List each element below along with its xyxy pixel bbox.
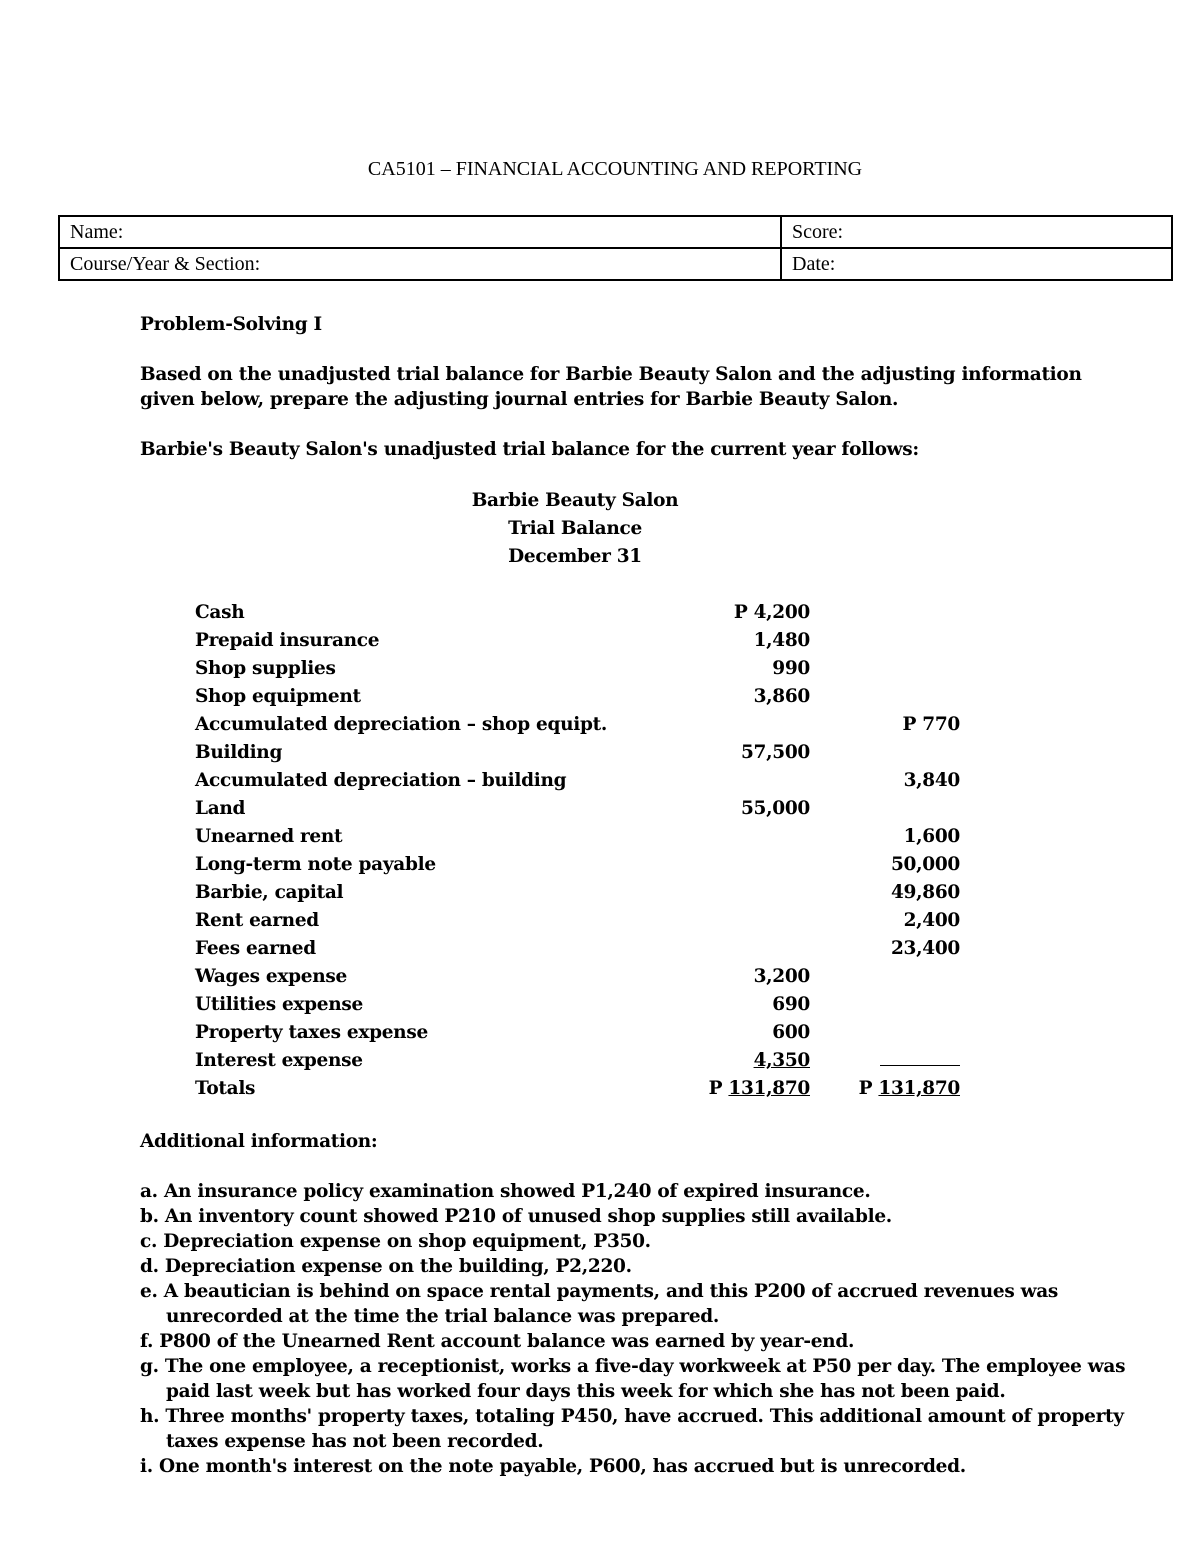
credit-amount: 2,400 — [903, 910, 960, 931]
problem-content — [140, 312, 1130, 1479]
credit-amount: P 770 — [902, 714, 960, 735]
account-name: Interest expense — [195, 1050, 363, 1071]
account-name: Barbie, capital — [195, 882, 344, 903]
list-item: e. A beautician is behind on space rental payments, and this P200 of accrued revenues was unrecorded at the time the trial balance was prepared. — [140, 1281, 1059, 1327]
problem-intro: Based on the unadjusted trial balance for Barbie Beauty Salon and the adjusting information given below, prepare the adjusting journal entries for Barbie Beauty Salon. — [140, 364, 1082, 410]
credit-amount: 49,860 — [890, 882, 960, 903]
list-item: b. An inventory count showed P210 of unused shop supplies still available. — [140, 1206, 892, 1227]
date-label: Date: — [792, 252, 836, 275]
debit-amount: 3,200 — [753, 966, 810, 987]
list-item: i. One month's interest on the note payable, P600, has accrued but is unrecorded. — [140, 1456, 966, 1477]
table-row — [140, 739, 1040, 767]
debit-amount: 55,000 — [740, 798, 810, 819]
tb-intro-suffix: for the current year follows: — [629, 439, 919, 460]
account-name: Rent earned — [195, 910, 319, 931]
table-row — [140, 907, 1040, 935]
student-info-table — [58, 215, 1173, 281]
tb-date: December 31 — [508, 546, 642, 567]
date-field[interactable] — [781, 248, 1172, 280]
debit-amount: 690 — [772, 994, 810, 1015]
tb-company: Barbie Beauty Salon — [471, 490, 679, 511]
account-name: Property taxes expense — [195, 1022, 428, 1043]
table-row — [140, 711, 1040, 739]
score-field[interactable] — [781, 216, 1172, 248]
course-title: CA5101 – FINANCIAL ACCOUNTING AND REPORTING — [367, 158, 863, 180]
credit-blank-line — [880, 1047, 960, 1075]
debit-amount: P 4,200 — [733, 602, 810, 623]
additional-info-title: Additional information: — [140, 1131, 378, 1152]
score-label: Score: — [792, 220, 844, 243]
tb-intro-prefix: Barbie's Beauty Salon's — [140, 439, 384, 460]
table-row — [140, 963, 1040, 991]
table-row — [140, 683, 1040, 711]
credit-amount: 3,840 — [903, 770, 960, 791]
debit-amount: 57,500 — [740, 742, 810, 763]
course-section-label: Course/Year & Section: — [70, 252, 261, 275]
account-name: Long-term note payable — [195, 854, 436, 875]
total-debit-value: 131,870 — [728, 1078, 810, 1099]
table-row — [140, 1047, 1040, 1075]
debit-amount: 600 — [772, 1022, 810, 1043]
account-name: Prepaid insurance — [195, 630, 380, 651]
trial-balance-heading — [140, 487, 1010, 571]
name-field[interactable] — [59, 216, 781, 248]
debit-amount: 4,350 — [753, 1050, 810, 1071]
table-row — [140, 991, 1040, 1019]
course-section-field[interactable] — [59, 248, 781, 280]
list-item: h. Three months' property taxes, totaling P450, have accrued. This additional amount of property taxes expense has not been recorded. — [140, 1406, 1124, 1452]
account-name: Shop equipment — [195, 686, 361, 707]
debit-amount: 3,860 — [753, 686, 810, 707]
account-name: Cash — [195, 602, 245, 623]
table-row — [140, 767, 1040, 795]
table-row — [140, 823, 1040, 851]
name-label: Name: — [70, 220, 124, 243]
table-row — [140, 1019, 1040, 1047]
list-item: f. P800 of the Unearned Rent account balance was earned by year-end. — [140, 1331, 855, 1352]
totals-label: Totals — [195, 1078, 256, 1099]
problem-title: Problem-Solving I — [140, 314, 322, 335]
table-row — [140, 879, 1040, 907]
account-name: Unearned rent — [195, 826, 343, 847]
trial-balance-table — [140, 599, 1040, 1103]
credit-amount: 1,600 — [903, 826, 960, 847]
table-row — [140, 935, 1040, 963]
additional-info-list — [140, 1179, 1130, 1479]
list-item: g. The one employee, a receptionist, works a five-day workweek at P50 per day. The employee was paid last week but has worked four days this week for which she has not been paid. — [140, 1356, 1126, 1402]
table-row — [140, 795, 1040, 823]
account-name: Accumulated depreciation – shop equipt. — [195, 714, 607, 735]
account-name: Shop supplies — [195, 658, 336, 679]
list-item: d. Depreciation expense on the building, P2,220. — [140, 1256, 632, 1277]
tb-intro-bold: unadjusted trial balance — [383, 439, 630, 460]
total-debit — [709, 1075, 810, 1103]
tb-title: Trial Balance — [508, 518, 642, 539]
table-row — [140, 599, 1040, 627]
credit-amount: 50,000 — [890, 854, 960, 875]
total-credit-prefix: P — [858, 1078, 879, 1099]
credit-amount: 23,400 — [890, 938, 960, 959]
table-row — [140, 627, 1040, 655]
total-debit-prefix: P — [708, 1078, 729, 1099]
account-name: Fees earned — [195, 938, 316, 959]
totals-row — [140, 1075, 1040, 1103]
list-item: a. An insurance policy examination showed P1,240 of expired insurance. — [140, 1181, 871, 1202]
trial-balance-intro — [140, 437, 1130, 462]
total-credit-value: 131,870 — [878, 1078, 960, 1099]
account-name: Accumulated depreciation – building — [195, 770, 567, 791]
table-row — [140, 655, 1040, 683]
debit-amount: 990 — [772, 658, 810, 679]
account-name: Building — [195, 742, 283, 763]
account-name: Land — [195, 798, 246, 819]
total-credit — [859, 1075, 960, 1103]
list-item: c. Depreciation expense on shop equipment, P350. — [140, 1231, 651, 1252]
debit-amount: 1,480 — [753, 630, 810, 651]
table-row — [140, 851, 1040, 879]
account-name: Wages expense — [195, 966, 347, 987]
account-name: Utilities expense — [195, 994, 364, 1015]
